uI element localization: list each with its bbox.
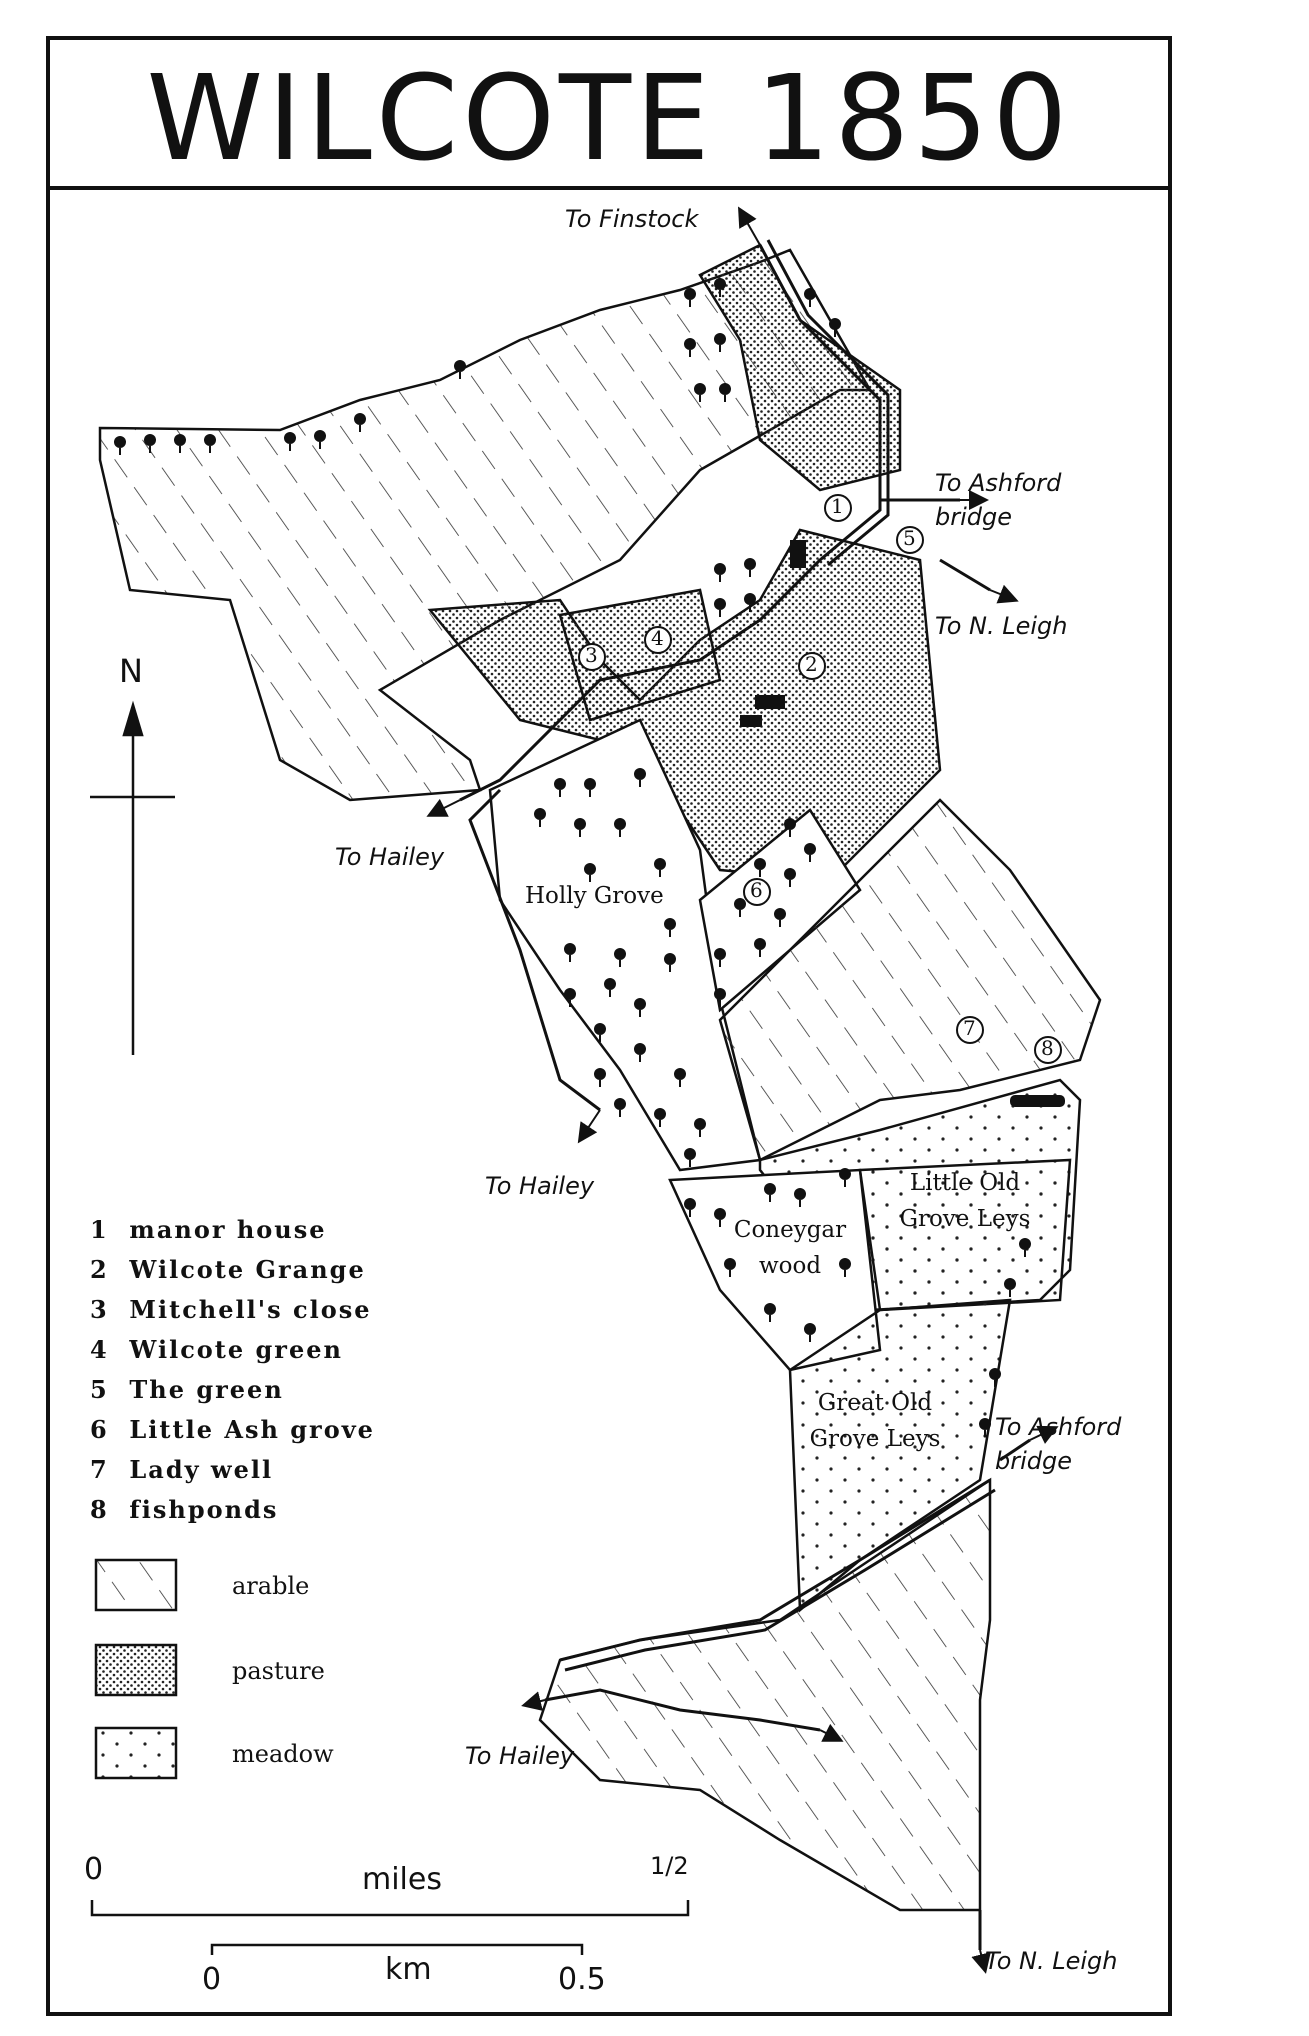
scale-miles-end: 1/2	[650, 1852, 689, 1880]
site-marker-1: 1	[831, 494, 844, 518]
legend-swatch-pasture	[96, 1645, 176, 1695]
site-marker-3: 3	[585, 643, 598, 667]
key-num: 3	[90, 1295, 109, 1324]
scale-bars	[92, 1900, 688, 1955]
site-marker-5: 5	[903, 526, 916, 550]
compass-north-label: N	[119, 652, 143, 690]
place-label-little-old-line2: Grove Leys	[899, 1206, 1031, 1232]
site-marker-6: 6	[750, 878, 763, 902]
scale-km-start: 0	[202, 1962, 222, 1997]
key-label: Wilcote Grange	[129, 1255, 366, 1284]
site-marker-4: 4	[651, 626, 664, 650]
key-num: 8	[90, 1495, 109, 1524]
road-label-hailey-south: To Hailey	[465, 1742, 575, 1770]
site-marker-8: 8	[1041, 1036, 1054, 1060]
key-label: manor house	[129, 1215, 327, 1244]
legend-label-arable: arable	[232, 1572, 310, 1600]
site-marker-7: 7	[963, 1016, 976, 1040]
legend-swatches	[96, 1560, 176, 1778]
place-label-great-old-line1: Great Old	[817, 1390, 933, 1416]
place-label-holly-grove: Holly Grove	[525, 883, 664, 909]
manor-house-building	[790, 540, 806, 568]
scale-km-label: km	[385, 1952, 432, 1987]
key-label: Wilcote green	[129, 1335, 343, 1364]
place-label-great-old-line2: Grove Leys	[809, 1426, 941, 1452]
road-label-ashford-bridge-south-text: To Ashford bridge	[995, 1413, 1122, 1475]
road-label-hailey-mid: To Hailey	[485, 1172, 595, 1200]
key-row	[90, 1415, 375, 1444]
scale-km-end: 0.5	[558, 1962, 606, 1997]
key-row	[90, 1255, 366, 1284]
site-marker-2: 2	[805, 652, 818, 676]
key-row	[90, 1215, 327, 1244]
key-label: The green	[129, 1375, 284, 1404]
map-title: WILCOTE 1850	[146, 49, 1072, 187]
key-row	[90, 1335, 343, 1364]
legend-label-meadow: meadow	[232, 1740, 334, 1768]
scale-miles-start: 0	[84, 1852, 104, 1887]
field-arable-south	[540, 1480, 990, 1910]
place-label-coneygar-line2: wood	[758, 1253, 822, 1279]
key-num: 4	[90, 1335, 109, 1364]
key-num: 1	[90, 1215, 109, 1244]
place-label-little-old-grove-leys	[890, 1165, 1040, 1237]
grange-building-2	[740, 715, 762, 727]
grange-building	[755, 695, 785, 709]
legend-label-pasture: pasture	[232, 1657, 325, 1685]
key-row	[90, 1375, 284, 1404]
road-label-north-leigh-north: To N. Leigh	[935, 612, 1068, 640]
road-label-ashford-bridge-south	[995, 1410, 1145, 1478]
place-label-little-old-line1: Little Old	[909, 1170, 1021, 1196]
road-nleigh	[940, 560, 990, 590]
place-label-great-old-grove-leys	[800, 1385, 950, 1457]
scale-miles-label: miles	[362, 1862, 442, 1897]
compass-rose	[90, 705, 175, 1055]
key-label: Mitchell's close	[129, 1295, 372, 1324]
fishponds-shape	[1010, 1095, 1065, 1107]
key-num: 5	[90, 1375, 109, 1404]
key-num: 6	[90, 1415, 109, 1444]
key-row	[90, 1455, 273, 1484]
key-row	[90, 1295, 372, 1324]
key-label: Little Ash grove	[129, 1415, 375, 1444]
miles-scale-bar	[92, 1900, 688, 1915]
key-num: 7	[90, 1455, 109, 1484]
key-label: Lady well	[129, 1455, 274, 1484]
road-label-finstock: To Finstock	[565, 205, 699, 233]
legend-swatch-meadow	[96, 1728, 176, 1778]
key-row	[90, 1495, 278, 1524]
road-label-hailey-west: To Hailey	[335, 843, 445, 871]
key-label: fishponds	[129, 1495, 279, 1524]
legend-swatch-arable	[96, 1560, 176, 1610]
road-label-ashford-bridge-north	[935, 466, 1085, 534]
key-num: 2	[90, 1255, 109, 1284]
road-label-ashford-bridge-north-text: To Ashford bridge	[935, 469, 1062, 531]
road-label-north-leigh-south: To N. Leigh	[985, 1947, 1118, 1975]
place-label-coneygar-wood	[725, 1212, 855, 1284]
place-label-coneygar-line1: Coneygar	[733, 1217, 847, 1243]
